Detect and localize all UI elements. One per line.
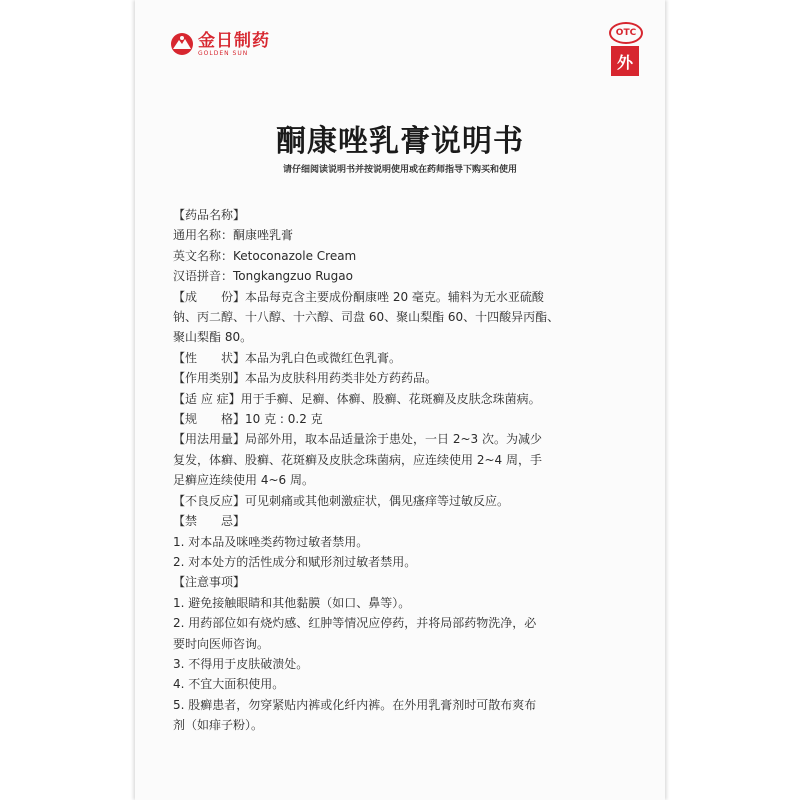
leaflet-line: 【规 格】10 克 : 0.2 克 xyxy=(173,412,323,427)
mountain-logo-icon xyxy=(170,32,194,56)
leaflet-line: 【用法用量】局部外用，取本品适量涂于患处，一日 2~3 次。为减少 xyxy=(173,432,542,447)
page-title: 酮康唑乳膏说明书 xyxy=(276,124,524,159)
leaflet-line: 要时向医师咨询。 xyxy=(173,636,270,651)
brand-name-en: GOLDEN SUN xyxy=(198,50,249,57)
leaflet-line: 【药品名称】 xyxy=(173,208,246,222)
leaflet-line: 2. 对本处方的活性成分和赋形剂过敏者禁用。 xyxy=(173,554,417,569)
leaflet-line: 1. 避免接触眼睛和其他黏膜（如口、鼻等）。 xyxy=(173,595,411,610)
leaflet-line: 足癣应连续使用 4~6 周。 xyxy=(173,473,314,488)
leaflet-line: 4. 不宜大面积使用。 xyxy=(173,677,285,692)
leaflet-line: 英文名称：Ketoconazole Cream xyxy=(173,248,357,263)
leaflet-line: 【适 应 症】用于手癣、足癣、体癣、股癣、花斑癣及皮肤念珠菌病。 xyxy=(173,391,541,406)
external-use-badge: 外 xyxy=(611,46,639,76)
leaflet-line: 剂（如痱子粉）。 xyxy=(173,718,264,733)
leaflet-line: 【禁 忌】 xyxy=(173,514,246,529)
leaflet-line: 【成 份】本品每克含主要成份酮康唑 20 毫克。辅料为无水亚硫酸 xyxy=(173,289,544,304)
usage-notice: 请仔细阅读说明书并按说明使用或在药师指导下购买和使用 xyxy=(282,165,517,175)
otc-badge: OTC xyxy=(609,22,643,44)
leaflet-line: 3. 不得用于皮肤破溃处。 xyxy=(173,656,309,671)
leaflet-sheet xyxy=(135,0,665,800)
leaflet-line: 汉语拼音：Tongkangzuo Rugao xyxy=(173,269,353,284)
leaflet-line: 【性 状】本品为乳白色或微红色乳膏。 xyxy=(173,350,402,365)
leaflet-line: 钠、丙二醇、十八醇、十六醇、司盘 60、聚山梨酯 60、十四酸异丙酯、 xyxy=(173,310,560,325)
leaflet-line: 【注意事项】 xyxy=(173,575,246,590)
leaflet-line: 1. 对本品及咪唑类药物过敏者禁用。 xyxy=(173,534,369,549)
brand-logo xyxy=(170,32,270,57)
leaflet-line: 【作用类别】本品为皮肤科用药类非处方药药品。 xyxy=(173,371,438,386)
leaflet-body xyxy=(173,205,638,736)
leaflet-line: 【不良反应】可见刺痛或其他刺激症状，偶见瘙痒等过敏反应。 xyxy=(173,493,510,508)
leaflet-line: 聚山梨酯 80。 xyxy=(173,330,253,345)
leaflet-line: 通用名称：酮康唑乳膏 xyxy=(173,228,294,243)
leaflet-line: 5. 股癣患者，勿穿紧贴内裤或化纤内裤。在外用乳膏剂时可散布爽布 xyxy=(173,697,537,712)
leaflet-line: 复发，体癣、股癣、花斑癣及皮肤念珠菌病，应连续使用 2~4 周，手 xyxy=(173,452,542,467)
leaflet-line: 2. 用药部位如有烧灼感、红肿等情况应停药，并将局部药物洗净，必 xyxy=(173,616,537,631)
brand-name-cn: 金日制药 xyxy=(198,31,270,51)
